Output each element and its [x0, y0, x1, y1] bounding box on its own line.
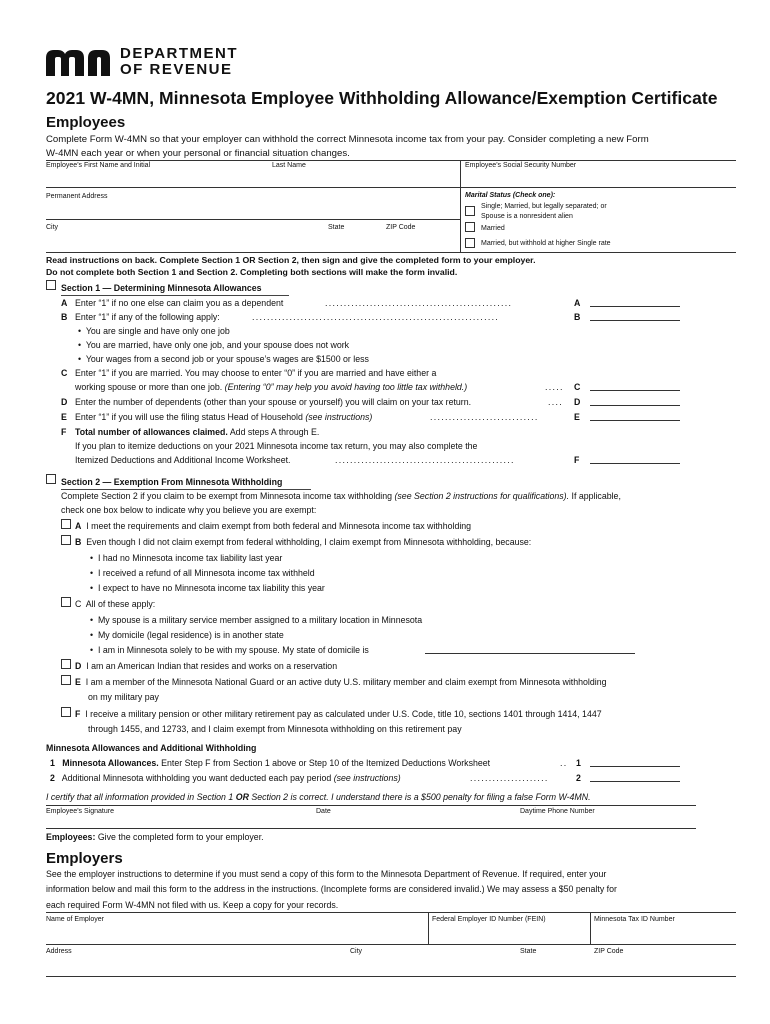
form-title: 2021 W-4MN, Minnesota Employee Withholding Allowance/Exemption Certificate — [46, 88, 718, 108]
employer-city-label: City — [350, 948, 363, 955]
logo-title-line1: DEPARTMENT — [120, 45, 239, 62]
s1-letter-b: B — [61, 312, 68, 322]
s2-f-text: F I receive a military pension or other military retirement pay as calculated under U.S. Code, title 10, sections 1401 through 1414, 1447 — [75, 709, 602, 719]
s1-c-text-2: working spouse or more than one job. (Entering “0” may help you avoid having too little tax withheld.) — [75, 382, 468, 392]
leader-dots: .................................................. — [325, 298, 513, 308]
allowance-line-2: 2 Additional Minnesota withholding you want deducted each pay period (see instructions) — [50, 773, 401, 783]
s1-f-answer[interactable] — [590, 454, 680, 464]
allowances-heading: Minnesota Allowances and Additional Withholding — [46, 743, 257, 753]
instructions-line-1: Read instructions on back. Complete Section 1 OR Section 2, then sign and give the completed form to your employer. — [46, 255, 536, 265]
s1-letter-e: E — [61, 412, 67, 422]
s2-intro-2: check one box below to indicate why you believe you are exempt: — [61, 505, 317, 515]
marital-married-checkbox[interactable] — [465, 222, 475, 232]
s2-b-checkbox[interactable] — [61, 535, 71, 545]
s2-b-text: B Even though I did not claim exempt from federal withholding, I claim exempt from Minnesota withholding, because: — [75, 537, 532, 547]
allowance-line-1: 1 Minnesota Allowances. Enter Step F from Section 1 above or Step 10 of the Itemized Deductions Worksheet — [50, 758, 491, 768]
divider — [46, 160, 736, 161]
divider — [460, 160, 461, 252]
allowance-line-1-number: 1 — [576, 758, 581, 768]
employees-heading: Employees — [46, 114, 126, 131]
mn-logo-icon — [46, 50, 110, 76]
s1-b-bullet-1: • You are single and have only one job — [78, 326, 230, 336]
s1-b-answer[interactable] — [590, 311, 680, 321]
s2-b-bullet-3: • I expect to have no Minnesota income tax liability this year — [90, 583, 325, 593]
zip-label: ZIP Code — [386, 224, 416, 231]
divider — [46, 976, 736, 977]
s1-f-text-2: If you plan to itemize deductions on your 2021 Minnesota income tax return, you may also complete the — [75, 441, 478, 451]
marital-married-label: Married — [481, 225, 505, 232]
leader-dots: ..... — [545, 382, 564, 392]
s2-d-text: D I am an American Indian that resides and works on a reservation — [75, 661, 338, 671]
s2-c-bullet-3: • I am in Minnesota solely to be with my spouse. My state of domicile is — [90, 645, 369, 655]
s2-c-bullet-2: • My domicile (legal residence) is in another state — [90, 630, 284, 640]
employers-text-3: each required Form W-4MN not filed with us. Keep a copy for your records. — [46, 900, 339, 910]
leader-dots: ............................. — [430, 412, 539, 422]
certify-statement: I certify that all information provided in Section 1 OR Section 2 is correct. I understand there is a $500 penalty for filing a false Form W-4MN. — [46, 792, 591, 802]
date-label: Date — [316, 808, 331, 815]
leader-dots: ................................................ — [335, 455, 515, 465]
s2-e-text-2: on my military pay — [88, 692, 159, 702]
s2-f-checkbox[interactable] — [61, 707, 71, 717]
s2-c-checkbox[interactable] — [61, 597, 71, 607]
divider — [46, 187, 736, 188]
state-of-domicile-input[interactable] — [425, 644, 635, 654]
s2-b-bullet-1: • I had no Minnesota income tax liability last year — [90, 553, 283, 563]
employers-text-2: information below and mail this form to the address in the instructions. (Incomplete forms are considered invalid.) We may assess a $50 penalty for — [46, 884, 617, 894]
s1-e-answer[interactable] — [590, 411, 680, 421]
marital-single-checkbox[interactable] — [465, 206, 475, 216]
divider — [46, 252, 736, 253]
divider — [61, 295, 289, 296]
divider — [46, 912, 736, 913]
s2-c-bullet-1: • My spouse is a military service member assigned to a military location in Minnesota — [90, 615, 423, 625]
mn-allowances-input[interactable] — [590, 757, 680, 767]
department-logo — [46, 46, 246, 78]
s1-a-answer[interactable] — [590, 297, 680, 307]
s2-b-bullet-2: • I received a refund of all Minnesota income tax withheld — [90, 568, 315, 578]
divider — [46, 828, 696, 829]
s2-intro-1: Complete Section 2 if you claim to be exempt from Minnesota income tax withholding (see Section 2 instructions for qualifications). If applicable, — [61, 491, 621, 501]
intro-line-1: Complete Form W-4MN so that your employer can withhold the correct Minnesota income tax from your pay. Consider completing a new Form — [46, 134, 649, 145]
leader-dots: .................................................................. — [252, 312, 500, 322]
leader-dots: .... — [548, 397, 563, 407]
s1-letter-a: A — [61, 298, 68, 308]
phone-label: Daytime Phone Number — [520, 808, 595, 815]
fein-label: Federal Employer ID Number (FEIN) — [432, 916, 546, 923]
divider — [46, 944, 736, 945]
divider — [46, 219, 460, 220]
s1-b-bullet-3: • Your wages from a second job or your spouse’s wages are $1500 or less — [78, 354, 369, 364]
section2-checkbox[interactable] — [46, 474, 56, 484]
s2-d-checkbox[interactable] — [61, 659, 71, 669]
s1-letter-f: F — [61, 427, 67, 437]
divider — [61, 489, 311, 490]
intro-line-2: W-4MN each year or when your personal or financial situation changes. — [46, 147, 350, 159]
ssn-label: Employee’s Social Security Number — [465, 162, 577, 169]
employer-name-label: Name of Employer — [46, 916, 104, 923]
s1-c-letter-right: C — [574, 382, 581, 392]
s1-letter-c: C — [61, 368, 68, 378]
allowance-line-2-number: 2 — [576, 773, 581, 783]
s2-a-text: A I meet the requirements and claim exempt from both federal and Minnesota income tax withholding — [75, 521, 472, 531]
s1-b-letter-right: B — [574, 312, 581, 322]
marital-status-label: Marital Status (Check one): — [465, 192, 556, 199]
leader-dots: .. — [560, 758, 568, 768]
first-name-label: Employee’s First Name and Initial — [46, 162, 151, 169]
s1-c-text-1: Enter “1” if you are married. You may choose to enter “0” if you are married and have either a — [75, 368, 437, 378]
marital-married-single-rate-checkbox[interactable] — [465, 238, 475, 248]
section1-checkbox[interactable] — [46, 280, 56, 290]
s1-d-text: Enter the number of dependents (other than your spouse or yourself) you will claim on your tax return. — [75, 397, 472, 407]
s1-e-letter-right: E — [574, 412, 580, 422]
logo-title-line2: OF REVENUE — [120, 61, 233, 78]
employer-zip-label: ZIP Code — [594, 948, 624, 955]
s2-f-text-2: through 1455, and 12733, and I claim exempt from Minnesota withholding on this retirement pay — [88, 724, 462, 734]
s2-e-text: E I am a member of the Minnesota National Guard or an active duty U.S. military member and claim exempt from Minnesota withholding — [75, 677, 607, 687]
employers-text-1: See the employer instructions to determine if you must send a copy of this form to the Minnesota Department of Revenue. If required, enter your — [46, 869, 607, 879]
s1-e-text: Enter “1” if you will use the filing status Head of Household (see instructions) — [75, 412, 373, 422]
state-label: State — [328, 224, 345, 231]
last-name-label: Last Name — [272, 162, 306, 169]
employers-heading: Employers — [46, 850, 123, 867]
s1-a-text: Enter “1” if no one else can claim you as a dependent — [75, 298, 284, 308]
leader-dots: ..................... — [470, 773, 549, 783]
mn-tax-id-label: Minnesota Tax ID Number — [594, 916, 675, 923]
signature-label: Employee’s Signature — [46, 808, 114, 815]
employees-intro — [46, 133, 736, 160]
s1-a-letter-right: A — [574, 298, 581, 308]
s1-f-text-3: Itemized Deductions and Additional Income Worksheet. — [75, 455, 291, 465]
give-form-note: Employees: Give the completed form to your employer. — [46, 832, 264, 842]
section2-heading: Section 2 — Exemption From Minnesota Withholding — [61, 477, 283, 487]
s1-b-bullet-2: • You are married, have only one job, and your spouse does not work — [78, 340, 350, 350]
s1-c-answer[interactable] — [590, 381, 680, 391]
s2-c-text: C All of these apply: — [75, 599, 156, 609]
instructions-line-2: Do not complete both Section 1 and Section 2. Completing both sections will make the form invalid. — [46, 267, 458, 277]
section1-heading: Section 1 — Determining Minnesota Allowances — [61, 283, 262, 293]
s1-f-text: Total number of allowances claimed. Add steps A through E. — [75, 427, 320, 437]
employer-state-label: State — [520, 948, 537, 955]
s2-e-checkbox[interactable] — [61, 675, 71, 685]
additional-withholding-input[interactable] — [590, 772, 680, 782]
marital-married-single-rate-label: Married, but withhold at higher Single rate — [481, 240, 611, 247]
s1-letter-d: D — [61, 397, 68, 407]
s1-f-letter-right: F — [574, 455, 580, 465]
marital-single-line2: Spouse is a nonresident alien — [481, 213, 573, 220]
s2-a-checkbox[interactable] — [61, 519, 71, 529]
marital-single-label — [481, 202, 607, 222]
city-label: City — [46, 224, 59, 231]
s1-b-text: Enter “1” if any of the following apply: — [75, 312, 220, 322]
employer-address-label: Address — [46, 948, 72, 955]
address-label: Permanent Address — [46, 193, 108, 200]
divider — [46, 805, 696, 806]
divider — [590, 912, 591, 944]
divider — [428, 912, 429, 944]
marital-single-line1: Single; Married, but legally separated; or — [481, 203, 607, 210]
s1-d-letter-right: D — [574, 397, 581, 407]
s1-d-answer[interactable] — [590, 396, 680, 406]
